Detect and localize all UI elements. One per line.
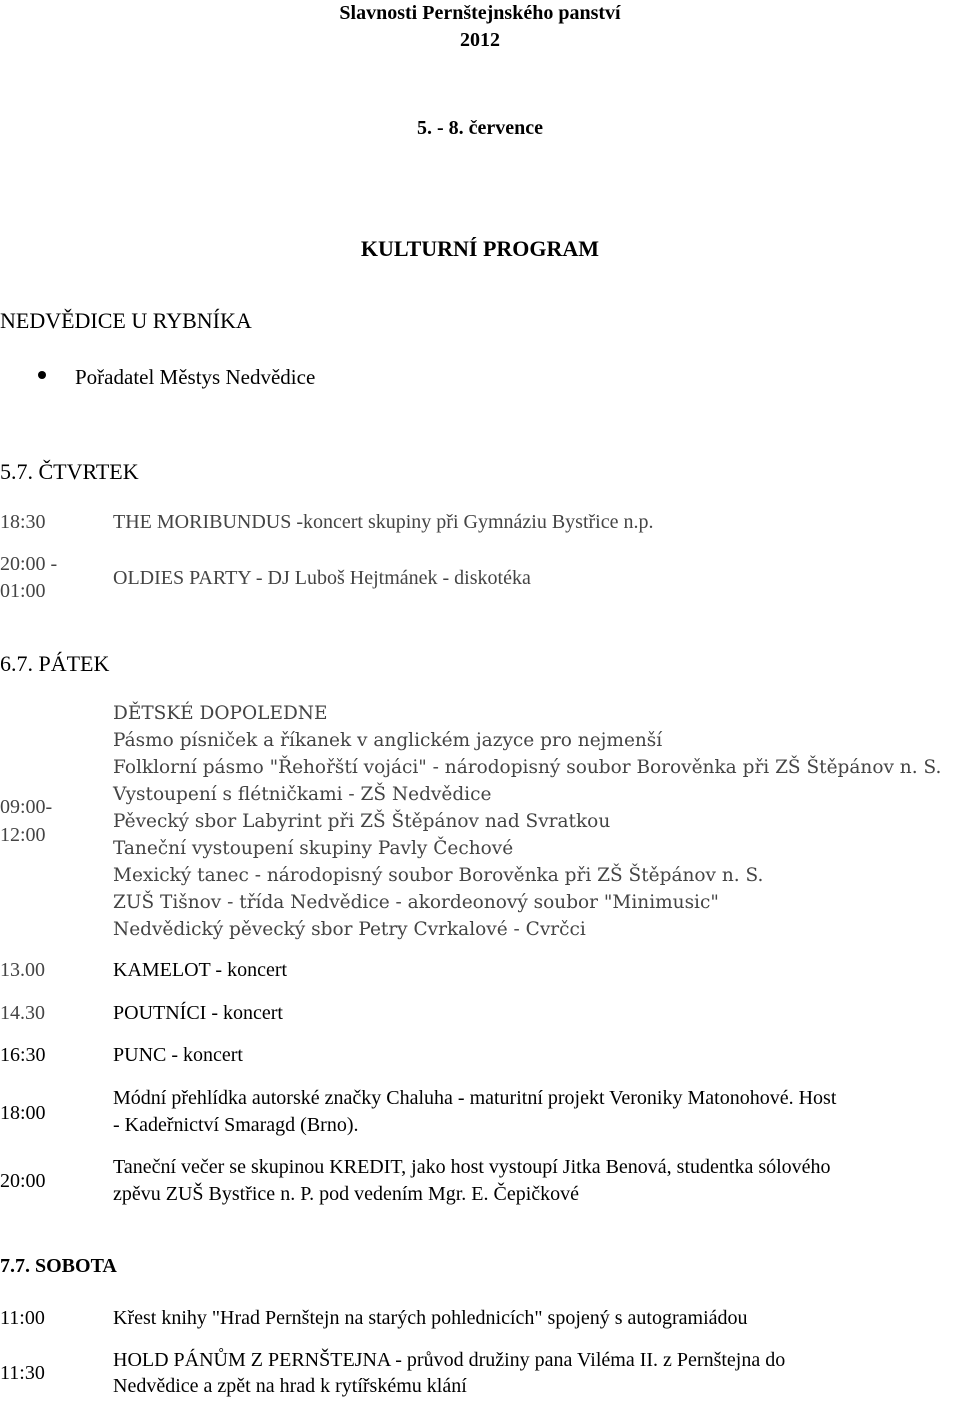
event-text: zpěvu ZUŠ Bystřice n. P. pod vedením Mgr. E. Čepičkové (113, 1183, 580, 1205)
list-item: Vystoupení s flétničkami - ZŠ Nedvědice (113, 784, 492, 805)
event-time: 14.30 (0, 1002, 45, 1024)
event-time: 11:00 (0, 1307, 45, 1329)
event-time: 18:30 (0, 511, 46, 533)
event-time: 09:00- (0, 796, 53, 818)
organizer-text: Pořadatel Městys Nedvědice (75, 365, 316, 389)
festival-year: 2012 (460, 29, 500, 51)
event-time: 01:00 (0, 580, 46, 602)
bullet-icon (38, 371, 46, 379)
list-item: Mexický tanec - národopisný soubor Borověnka při ZŠ Štěpánov n. S. (113, 865, 764, 886)
list-item: Taneční vystoupení skupiny Pavly Čechové (113, 838, 514, 859)
event-time: 18:00 (0, 1102, 46, 1124)
event-time: 12:00 (0, 824, 46, 846)
day-heading-thursday: 5.7. ČTVRTEK (0, 459, 139, 484)
event-time: 20:00 (0, 1170, 46, 1192)
event-text: OLDIES PARTY - DJ Luboš Hejtmánek - diskotéka (113, 567, 531, 589)
venue-heading: NEDVĚDICE U RYBNÍKA (0, 308, 252, 333)
event-text: Taneční večer se skupinou KREDIT, jako host vystoupí Jitka Benová, studentka sólového (113, 1156, 831, 1178)
event-time: 11:30 (0, 1362, 45, 1384)
morning-program-list (113, 700, 941, 943)
event-text: KAMELOT - koncert (113, 959, 288, 981)
event-time: 13.00 (0, 959, 45, 981)
event-time: 20:00 - (0, 553, 58, 575)
day-heading-saturday: 7.7. SOBOTA (0, 1255, 117, 1277)
event-text: PUNC - koncert (113, 1044, 243, 1066)
list-item: Pásmo písniček a říkanek v anglickém jazyce pro nejmenší (113, 730, 663, 751)
event-text: Módní přehlídka autorské značky Chaluha - maturitní projekt Veroniky Matonohové. Host (113, 1087, 837, 1109)
event-time: 16:30 (0, 1044, 46, 1066)
festival-dates: 5. - 8. července (416, 117, 544, 139)
event-text: THE MORIBUNDUS -koncert skupiny při Gymnáziu Bystřice n.p. (113, 511, 654, 533)
list-item: Nedvědický pěvecký sbor Petry Cvrkalové - Cvrčci (113, 919, 586, 940)
day-heading-friday: 6.7. PÁTEK (0, 651, 110, 676)
list-item: ZUŠ Tišnov - třída Nedvědice - akordeonový soubor "Minimusic" (113, 892, 719, 913)
event-text: - Kadeřnictví Smaragd (Brno). (113, 1114, 359, 1136)
festival-title: Slavnosti Pernštejnského panství (339, 2, 621, 24)
event-text: POUTNÍCI - koncert (113, 1002, 283, 1024)
event-text: Nedvědice a zpět na hrad k rytířskému klání (113, 1375, 467, 1397)
event-text: Křest knihy "Hrad Pernštejn na starých pohlednicích" spojený s autogramiádou (113, 1307, 748, 1329)
list-item: Folklorní pásmo "Řehořští vojáci" - národopisný soubor Borověnka při ZŠ Štěpánov n. S. (113, 757, 942, 778)
event-text: HOLD PÁNŮM Z PERNŠTEJNA - průvod družiny pana Viléma II. z Pernštejna do (113, 1349, 786, 1371)
program-title: KULTURNÍ PROGRAM (360, 236, 600, 261)
list-item: DĚTSKÉ DOPOLEDNE (113, 703, 328, 724)
list-item: Pěvecký sbor Labyrint při ZŠ Štěpánov nad Svratkou (113, 811, 611, 832)
